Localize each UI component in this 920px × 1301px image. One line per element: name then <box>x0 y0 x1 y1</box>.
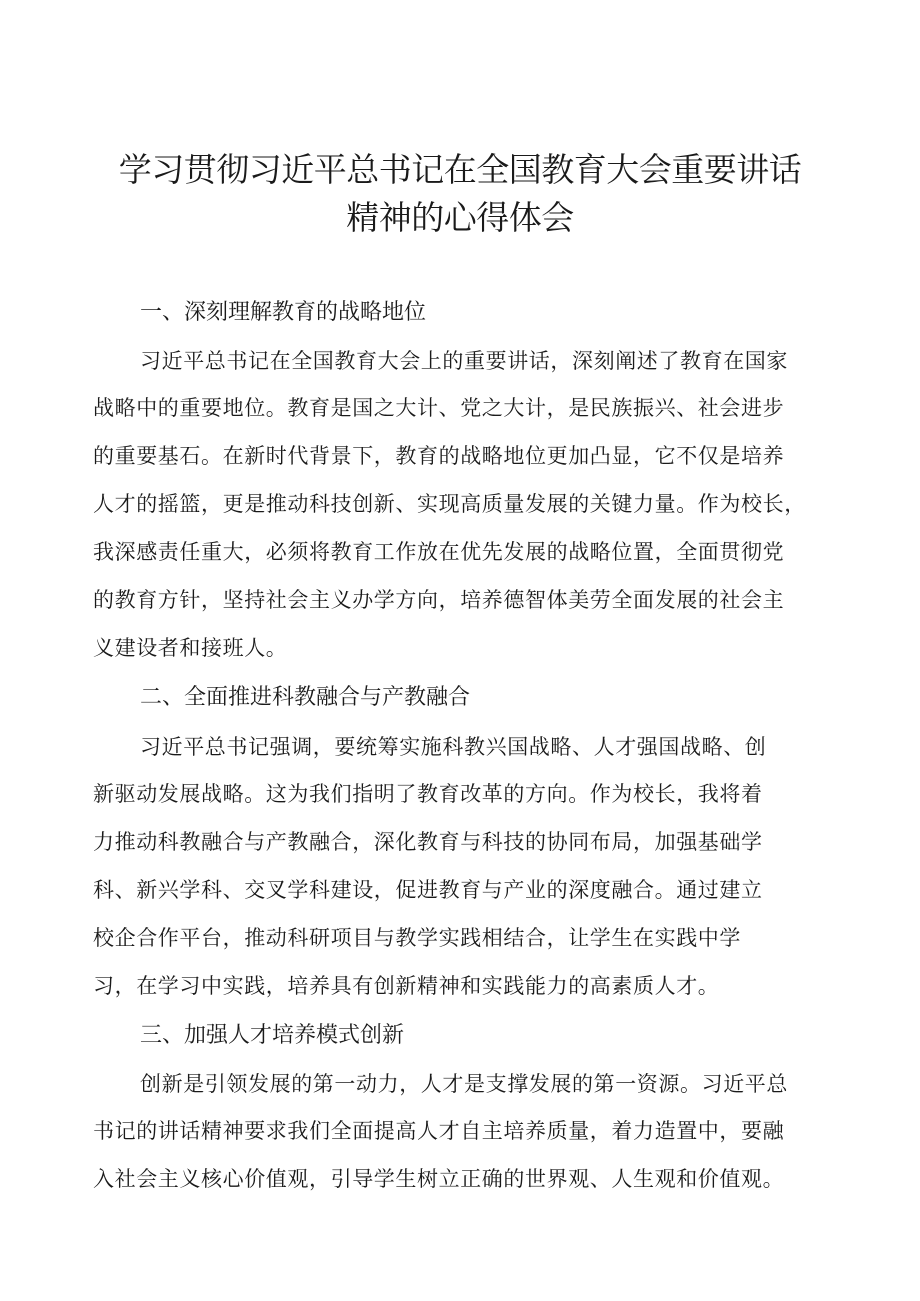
paragraph-line: 习近平总书记在全国教育大会上的重要讲话，深刻阐述了教育在国家 <box>140 349 788 373</box>
document-title-line-2: 精神的心得体会 <box>346 198 574 237</box>
paragraph-line: 我深感责任重大，必须将教育工作放在优先发展的战略位置，全面贯彻党 <box>93 540 785 564</box>
paragraph-line: 的教育方针，坚持社会主义办学方向，培养德智体美劳全面发展的社会主 <box>93 588 785 612</box>
paragraph-line: 入社会主义核心价值观，引导学生树立正确的世界观、人生观和价值观。 <box>93 1167 785 1191</box>
paragraph-line: 习，在学习中实践，培养具有创新精神和实践能力的高素质人才。 <box>93 974 720 998</box>
paragraph-line: 习近平总书记强调，要统筹实施科教兴国战略、人才强国战略、创 <box>140 735 767 759</box>
paragraph-line: 新驱动发展战略。这为我们指明了教育改革的方向。作为校长，我将着 <box>93 782 763 806</box>
paragraph-line: 科、新兴学科、交叉学科建设，促进教育与产业的深度融合。通过建立 <box>93 878 763 902</box>
paragraph-line: 人才的摇篮，更是推动科技创新、实现高质量发展的关键力量。作为校长， <box>93 492 806 516</box>
paragraph-line: 的重要基石。在新时代背景下，教育的战略地位更加凸显，它不仅是培养 <box>93 444 785 468</box>
paragraph-line: 力推动科教融合与产教融合，深化教育与科技的协同布局，加强基础学 <box>93 830 763 854</box>
paragraph-line: 书记的讲话精神要求我们全面提高人才自主培养质量，着力造置中，要融 <box>93 1119 785 1143</box>
section-1-heading: 一、深刻理解教育的战略地位 <box>140 300 427 325</box>
paragraph-line: 校企合作平台，推动科研项目与教学实践相结合，让学生在实践中学 <box>93 926 741 950</box>
document-title-line-1: 学习贯彻习近平总书记在全国教育大会重要讲话 <box>118 150 802 189</box>
paragraph-line: 战略中的重要地位。教育是国之大计、党之大计，是民族振兴、社会进步 <box>93 396 785 420</box>
section-2-heading: 二、全面推进科教融合与产教融合 <box>140 685 471 710</box>
section-3-heading: 三、加强人才培养模式创新 <box>140 1023 405 1048</box>
paragraph-line: 义建设者和接班人。 <box>93 636 288 660</box>
paragraph-line: 创新是引领发展的第一动力，人才是支撑发展的第一资源。习近平总 <box>140 1072 788 1096</box>
